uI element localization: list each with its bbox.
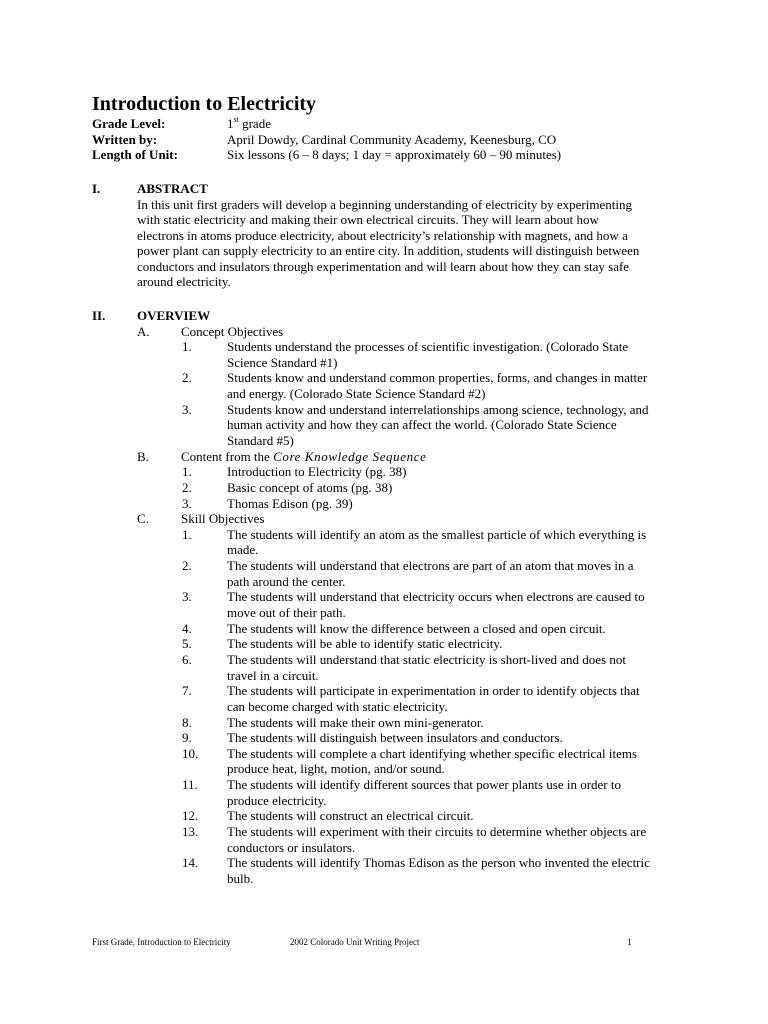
item-text: Students know and understand interrelationships among science, technology, and <box>227 401 649 417</box>
list-item-line <box>92 746 692 762</box>
item-text: The students will understand that electricity occurs when electrons are caused to <box>227 589 645 605</box>
list-item-line <box>92 574 692 590</box>
paragraph-line: electrons in atoms produce electricity, about electricity’s relationship with magnets, and how a <box>137 227 628 243</box>
item-number: 9. <box>182 730 192 746</box>
grade-word: grade <box>238 116 271 131</box>
list-item-line <box>92 589 692 605</box>
list-item-line <box>92 652 692 668</box>
written-by-value: April Dowdy, Cardinal Community Academy, Keenesburg, CO <box>227 131 557 147</box>
item-text: The students will be able to identify static electricity. <box>227 636 503 652</box>
grade-number: 1 <box>227 116 234 131</box>
item-number: 1. <box>182 339 192 355</box>
item-number: 8. <box>182 714 192 730</box>
item-number: 12. <box>182 808 199 824</box>
list-item-line <box>92 761 692 777</box>
written-by-label: Written by: <box>92 131 158 147</box>
document-title: Introduction to Electricity <box>92 93 317 115</box>
item-text: Thomas Edison (pg. 39) <box>227 495 353 511</box>
item-text: Standard #5) <box>227 432 294 448</box>
list-item-line <box>92 339 692 355</box>
list-item-line <box>92 855 692 871</box>
list-item-line <box>92 871 692 887</box>
item-text: The students will complete a chart identifying whether specific electrical items <box>227 745 638 761</box>
subsection-letter: C. <box>137 511 149 527</box>
item-text: The students will identify Thomas Edison as the person who invented the electric <box>227 855 650 871</box>
item-text: human activity and how they can affect the world. (Colorado State Science <box>227 417 617 433</box>
item-text: made. <box>227 542 259 558</box>
paragraph-line: around electricity. <box>137 274 231 290</box>
list-item-line <box>92 777 692 793</box>
page-number: 1 <box>627 937 632 947</box>
footer-left: First Grade, Introduction to Electricity <box>92 937 231 947</box>
item-number: 2. <box>182 479 192 495</box>
list-item-line <box>92 668 692 684</box>
list-item-line <box>92 433 692 449</box>
item-number: 5. <box>182 636 192 652</box>
item-number: 1. <box>182 526 192 542</box>
list-item-line <box>92 370 692 386</box>
item-text: The students will understand that static electricity is short-lived and does not <box>227 651 626 667</box>
item-number: 2. <box>182 370 192 386</box>
item-text: conductors or insulators. <box>227 839 356 855</box>
section-title: OVERVIEW <box>137 308 211 323</box>
list-item-line <box>92 840 692 856</box>
item-text: The students will distinguish between insulators and conductors. <box>227 730 563 746</box>
paragraph-line: power plant can supply electricity to an entire city. In addition, students will distinguish between <box>137 243 640 259</box>
list-item-line <box>92 355 692 371</box>
item-number: 3. <box>182 401 192 417</box>
item-number: 13. <box>182 824 199 839</box>
item-text: The students will experiment with their circuits to determine whether objects are <box>227 824 647 839</box>
grade-level-label: Grade Level: <box>92 116 166 131</box>
item-number: 3. <box>182 589 192 605</box>
list-item-line <box>92 793 692 809</box>
item-text: The students will identify different sources that power plants use in order to <box>227 777 621 793</box>
item-number: 1. <box>182 464 192 480</box>
list-item-line <box>92 808 692 824</box>
list-item-line <box>92 621 692 637</box>
item-text: The students will construct an electrical circuit. <box>227 808 474 824</box>
paragraph-line: In this unit first graders will develop a beginning understanding of electricity by experimenting <box>137 196 632 212</box>
content-heading <box>92 449 692 465</box>
item-number: 11. <box>182 777 198 793</box>
list-item-line <box>92 386 692 402</box>
overview-outline <box>92 324 692 887</box>
list-item-line <box>92 636 692 652</box>
item-text: move out of their path. <box>227 605 346 621</box>
item-number: 3. <box>182 495 192 511</box>
core-knowledge-title: Core Knowledge Sequence <box>273 448 427 464</box>
item-text: Science Standard #1) <box>227 354 338 370</box>
list-item-line <box>92 402 692 418</box>
list-item-line <box>92 824 692 840</box>
list-item-line <box>92 605 692 621</box>
list-item-line <box>92 464 692 480</box>
list-item-line <box>92 730 692 746</box>
subsection-letter: A. <box>137 323 150 339</box>
content-heading-prefix: Content from the <box>181 448 274 464</box>
footer-center: 2002 Colorado Unit Writing Project <box>290 937 420 947</box>
subsection-letter: B. <box>137 448 149 464</box>
item-text: Students know and understand common properties, forms, and changes in matter <box>227 370 648 386</box>
list-item-line <box>92 715 692 731</box>
item-text: Basic concept of atoms (pg. 38) <box>227 479 393 495</box>
item-number: 14. <box>182 855 199 871</box>
item-text: The students will make their own mini-generator. <box>227 714 484 730</box>
item-number: 2. <box>182 558 192 574</box>
length-of-unit-label: Length of Unit: <box>92 147 178 162</box>
item-text: The students will know the difference between a closed and open circuit. <box>227 620 606 636</box>
item-text: produce electricity. <box>227 792 327 808</box>
item-text: Students understand the processes of scientific investigation. (Colorado State <box>227 339 629 355</box>
list-item-line <box>92 480 692 496</box>
grade-ordinal-suffix: st <box>233 114 239 124</box>
skill-objectives-heading <box>92 511 692 527</box>
subsection-title <box>181 449 426 465</box>
item-text: bulb. <box>227 870 254 886</box>
subsection-title: Concept Objectives <box>181 323 284 339</box>
item-text: travel in a circuit. <box>227 667 319 683</box>
item-number: 4. <box>182 620 192 636</box>
item-text: produce heat, light, motion, and/or sound. <box>227 761 445 777</box>
list-item-line <box>92 417 692 433</box>
item-text: and energy. (Colorado State Science Standard #2) <box>227 386 486 402</box>
abstract-section <box>92 181 692 291</box>
section-number: II. <box>92 308 106 323</box>
item-number: 6. <box>182 651 192 667</box>
item-text: The students will identify an atom as the smallest particle of which everything is <box>227 526 647 542</box>
grade-level-value <box>227 116 271 132</box>
list-item-line <box>92 496 692 512</box>
concept-objectives-heading <box>92 324 692 340</box>
item-text: The students will understand that electrons are part of an atom that moves in a <box>227 558 634 574</box>
subsection-title: Skill Objectives <box>181 511 265 527</box>
list-item-line <box>92 699 692 715</box>
item-number: 10. <box>182 745 199 761</box>
list-item-line <box>92 542 692 558</box>
item-text: Introduction to Electricity (pg. 38) <box>227 464 407 480</box>
item-number: 7. <box>182 683 192 699</box>
list-item-line <box>92 527 692 543</box>
section-title: ABSTRACT <box>137 181 208 196</box>
abstract-paragraph <box>137 197 692 291</box>
paragraph-line: with static electricity and making their own electrical circuits. They will learn about how <box>137 212 599 228</box>
length-of-unit-value: Six lessons (6 – 8 days; 1 day = approximately 60 – 90 minutes) <box>227 147 562 162</box>
overview-section <box>92 308 692 908</box>
section-number: I. <box>92 181 101 196</box>
list-item-line <box>92 683 692 699</box>
item-text: path around the center. <box>227 573 346 589</box>
paragraph-line: conductors and insulators through experimentation and will learn about how they can stay safe <box>137 258 630 274</box>
item-text: can become charged with static electricity. <box>227 698 448 714</box>
list-item-line <box>92 558 692 574</box>
item-text: The students will participate in experimentation in order to identify objects that <box>227 683 640 699</box>
